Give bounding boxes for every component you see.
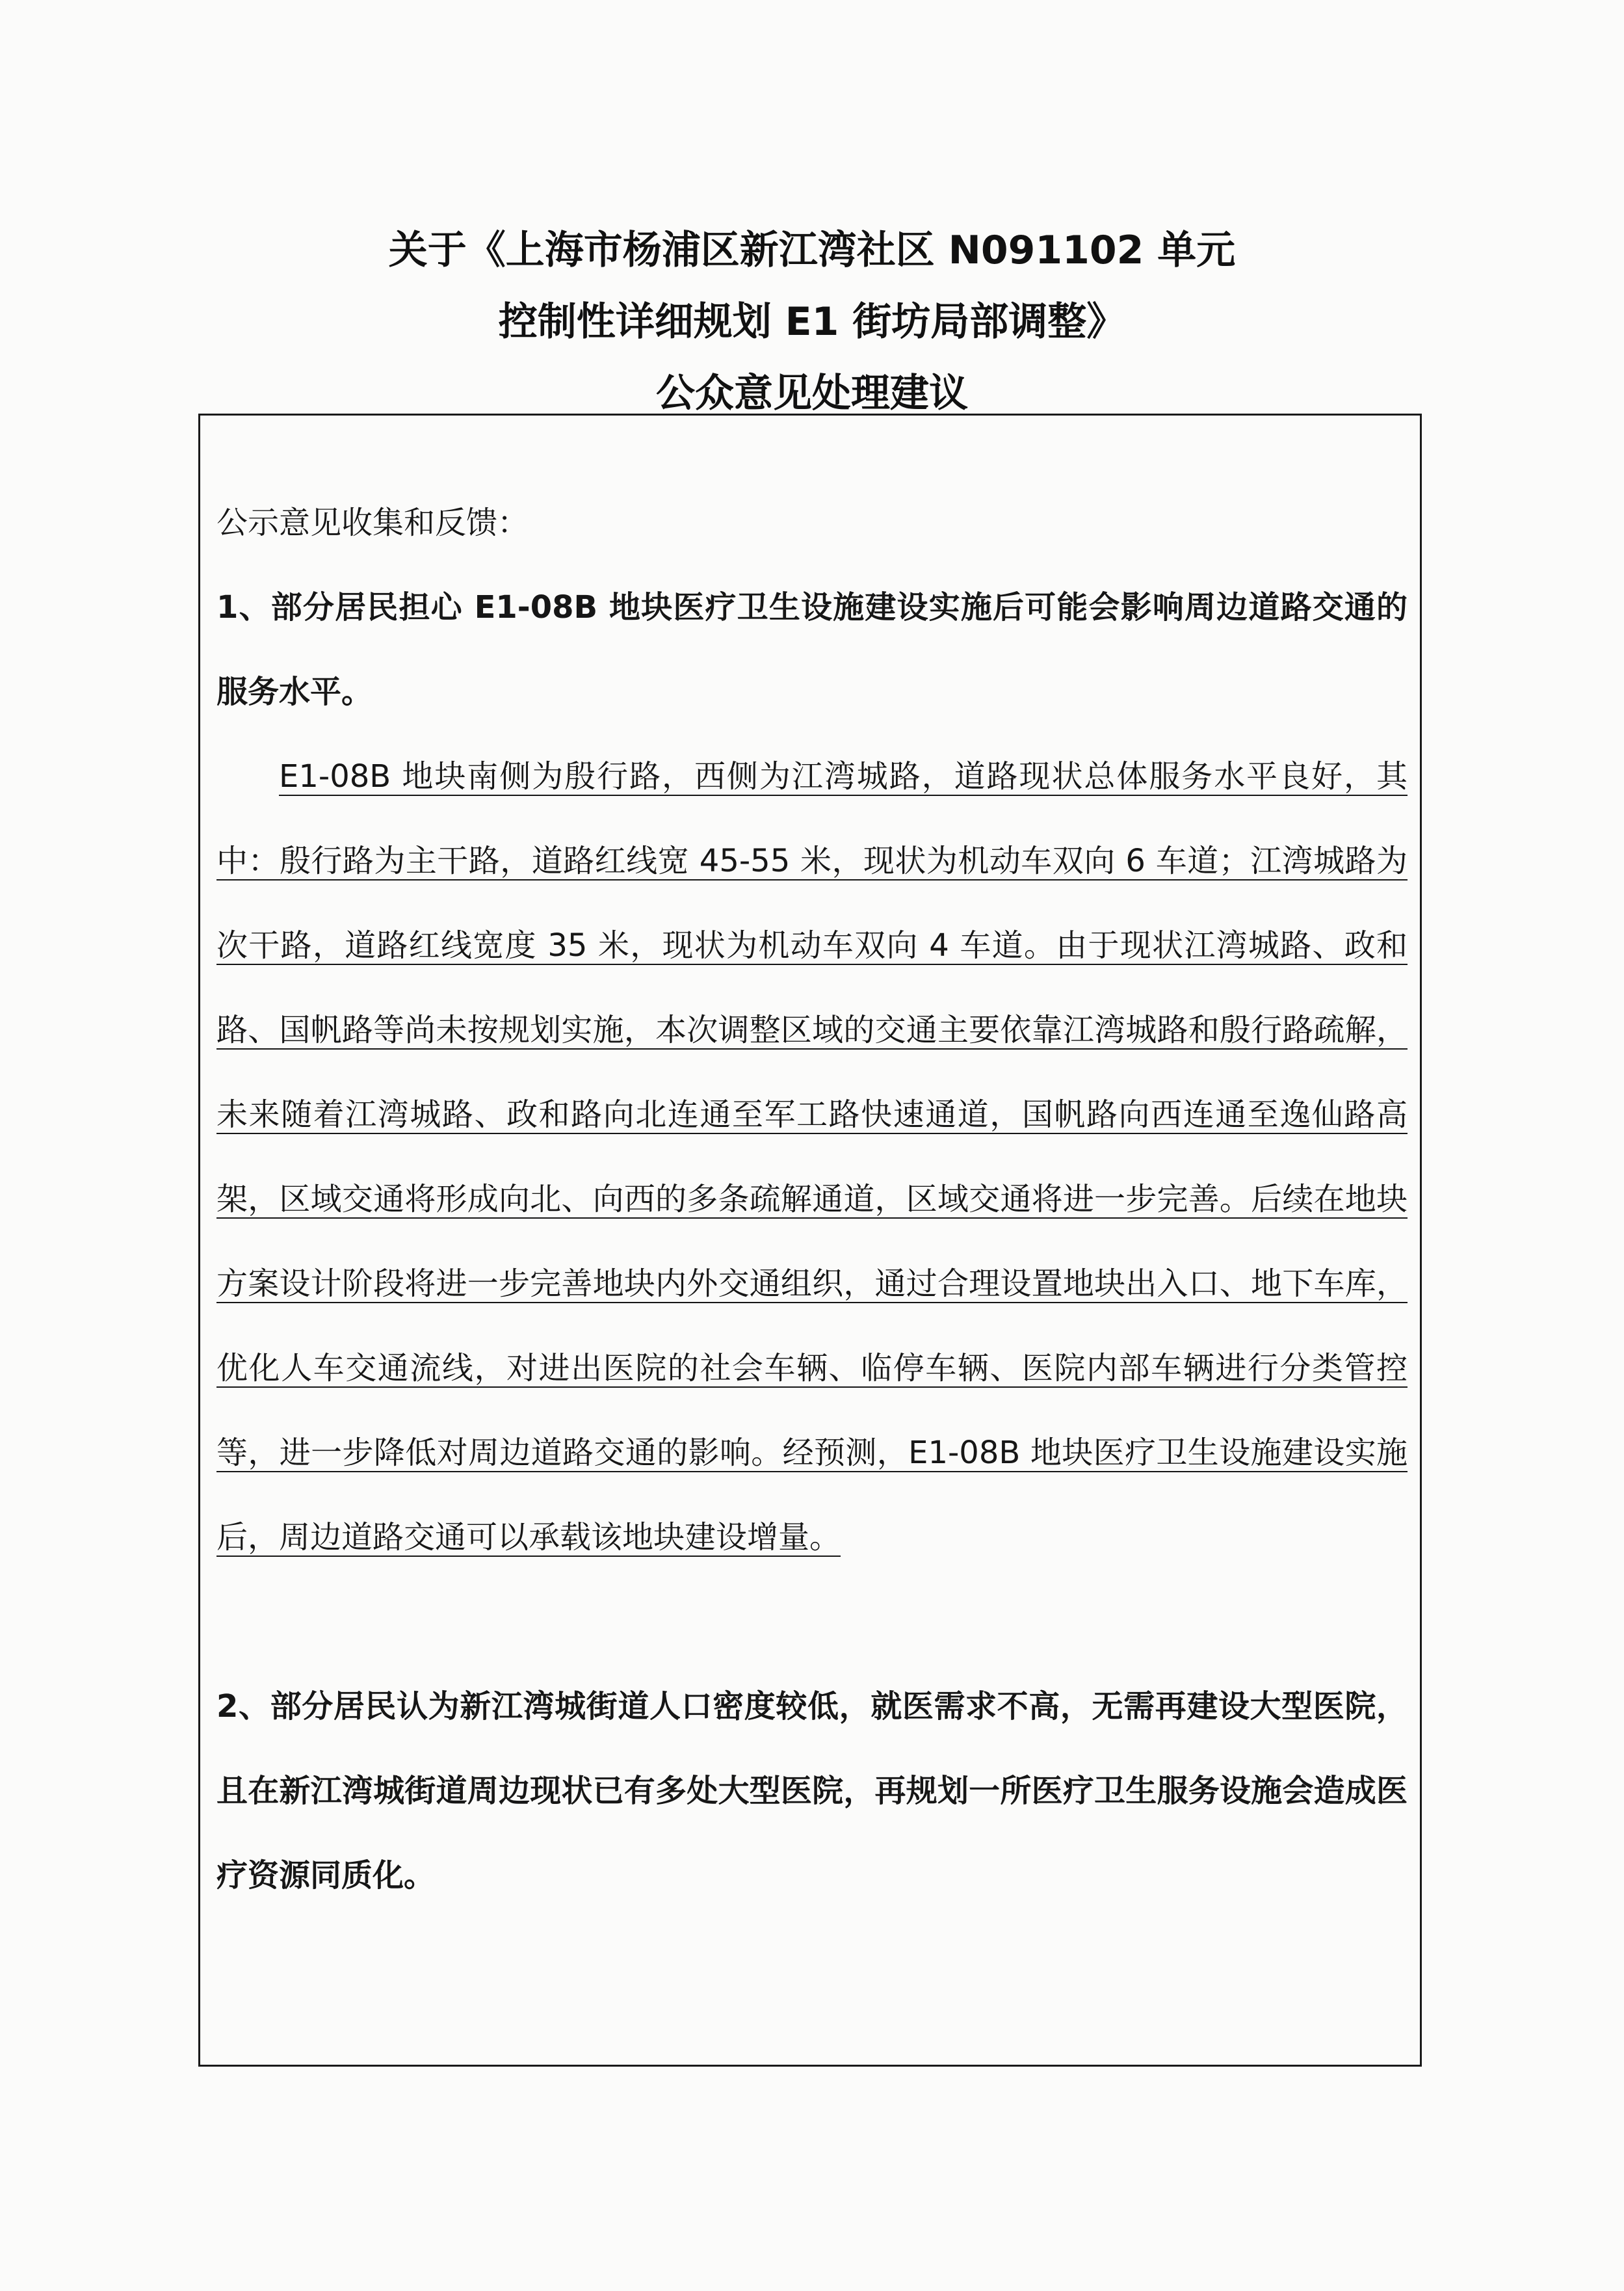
title-line-3: 公众意见处理建议	[656, 371, 968, 416]
section-heading: 公示意见收集和反馈：	[216, 505, 529, 541]
response-1-text: E1-08B 地块南侧为殷行路，西侧为江湾城路，道路现状总体服务水平良好，其中：殷行路为主干路，道路红线宽 45-55 米，现状为机动车双向 6 车道；江湾城路为次干路，道路红线宽度 35 米，现状为机动车双向 4 车道。由于现状江湾城路、政和路、国帆路等尚未按规划实施，本次调整区域的交通主要依靠江湾城路和殷行路疏解，未来随着江湾城路、政和路向北连通至军工路快速通道，国帆路向西连通至逸仙路高架，区域交通将形成向北、向西的多条疏解通道，区域交通将进一步完善。后续在地块方案设计阶段将进一步完善地块内外交通组织，通过合理设置地块出入口、地下车库，优化人车交通流线，对进出医院的社会车辆、临停车辆、医院内部车辆进行分类管控等，进一步降低对周边道路交通的影响。经预测，E1-08B 地块医疗卫生设施建设实施后，周边道路交通可以承载该地块建设增量。	[216, 758, 1408, 1556]
title-line-2: 控制性详细规划 E1 街坊局部调整》	[498, 299, 1126, 345]
issue-1: 1、部分居民担心 E1-08B 地块医疗卫生设施建设实施后可能会影响周边道路交通的服务水平。	[216, 589, 1408, 710]
comment-table-frame	[198, 414, 1422, 2067]
issue-2: 2、部分居民认为新江湾城街道人口密度较低，就医需求不高，无需再建设大型医院，且在新江湾城街道周边现状已有多处大型医院，再规划一所医疗卫生服务设施会造成医疗资源同质化。	[216, 1688, 1408, 1894]
paragraph-spacer	[216, 1580, 1408, 1664]
comment-content	[216, 481, 1408, 1918]
document-title	[0, 215, 1624, 429]
response-1	[216, 734, 1408, 1580]
title-line-1: 关于《上海市杨浦区新江湾社区 N091102 单元	[388, 228, 1236, 273]
